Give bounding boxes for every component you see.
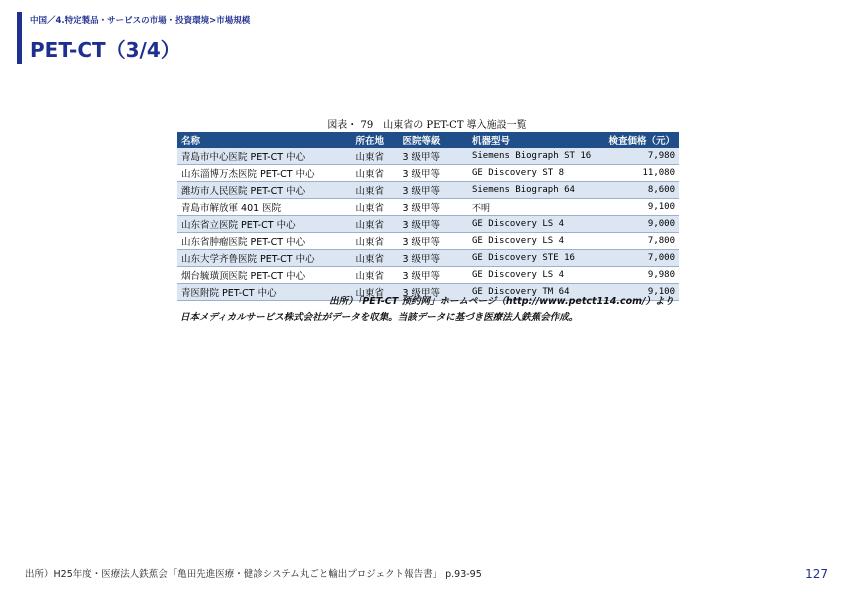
figure-source-note xyxy=(180,294,674,326)
cell-model: GE Discovery LS 4 xyxy=(468,216,601,233)
column-header-location: 所在地 xyxy=(352,132,399,148)
table-body xyxy=(177,148,679,301)
table-row xyxy=(177,199,679,216)
cell-price: 7,000 xyxy=(601,250,679,267)
cell-price: 7,980 xyxy=(601,148,679,165)
title-accent-bar xyxy=(17,12,22,64)
column-header-name: 名称 xyxy=(177,132,352,148)
cell-location: 山東省 xyxy=(352,199,399,216)
cell-grade: 3 级甲等 xyxy=(398,250,468,267)
column-header-hospital-grade: 医院等級 xyxy=(398,132,468,148)
table-row xyxy=(177,148,679,165)
cell-model: GE Discovery ST 8 xyxy=(468,165,601,182)
breadcrumb: 中国／4.特定製品・サービスの市場・投資環境>市場規模 xyxy=(30,16,251,26)
facility-table xyxy=(177,132,679,301)
cell-location: 山東省 xyxy=(352,233,399,250)
cell-model: GE Discovery TM 64 xyxy=(468,284,601,301)
table-row xyxy=(177,216,679,233)
cell-price: 8,600 xyxy=(601,182,679,199)
table-row xyxy=(177,165,679,182)
cell-location: 山東省 xyxy=(352,148,399,165)
cell-name: 青島市解放軍 401 医院 xyxy=(177,199,352,216)
table-header-row xyxy=(177,132,679,148)
cell-name: 山东省肿瘤医院 PET-CT 中心 xyxy=(177,233,352,250)
cell-grade: 3 级甲等 xyxy=(398,182,468,199)
cell-model: GE Discovery LS 4 xyxy=(468,267,601,284)
cell-grade: 3 级甲等 xyxy=(398,233,468,250)
cell-price: 9,100 xyxy=(601,284,679,301)
footer-source: 出所）H25年度・医療法人鉄蕉会「亀田先進医療・健診システム丸ごと輸出プロジェクト報告書」 p.93-95 xyxy=(25,569,482,580)
table-row xyxy=(177,182,679,199)
cell-grade: 3 级甲等 xyxy=(398,199,468,216)
column-header-exam-price: 検査価格（元） xyxy=(601,132,679,148)
cell-location: 山東省 xyxy=(352,250,399,267)
cell-name: 山东淄博万杰医院 PET-CT 中心 xyxy=(177,165,352,182)
table-row xyxy=(177,250,679,267)
cell-model: GE Discovery STE 16 xyxy=(468,250,601,267)
cell-model: GE Discovery LS 4 xyxy=(468,233,601,250)
cell-name: 山东大学齐鲁医院 PET-CT 中心 xyxy=(177,250,352,267)
table-row xyxy=(177,267,679,284)
cell-name: 潍坊市人民医院 PET-CT 中心 xyxy=(177,182,352,199)
cell-name: 山东省立医院 PET-CT 中心 xyxy=(177,216,352,233)
cell-price: 9,100 xyxy=(601,199,679,216)
page-title: PET-CT（3/4） xyxy=(30,38,181,62)
figure-source-line-2: 日本メディカルサービス株式会社がデータを収集。当該データに基づき医療法人鉄蕉会作成。 xyxy=(180,312,579,323)
figure-source-line-1: 出所）「PET-CT 预约网」ホームページ（http://www.petct114.com/）より xyxy=(329,296,674,307)
cell-price: 7,800 xyxy=(601,233,679,250)
cell-price: 9,980 xyxy=(601,267,679,284)
page-number: 127 xyxy=(805,567,828,581)
cell-price: 11,080 xyxy=(601,165,679,182)
cell-grade: 3 级甲等 xyxy=(398,148,468,165)
cell-model: 不明 xyxy=(468,199,601,216)
cell-name: 青島市中心医院 PET-CT 中心 xyxy=(177,148,352,165)
table-row xyxy=(177,233,679,250)
cell-grade: 3 级甲等 xyxy=(398,165,468,182)
cell-grade: 3 级甲等 xyxy=(398,284,468,301)
cell-location: 山東省 xyxy=(352,284,399,301)
cell-location: 山東省 xyxy=(352,165,399,182)
cell-location: 山東省 xyxy=(352,182,399,199)
cell-name: 青医附院 PET-CT 中心 xyxy=(177,284,352,301)
cell-grade: 3 级甲等 xyxy=(398,216,468,233)
cell-grade: 3 级甲等 xyxy=(398,267,468,284)
column-header-device-model: 机器型号 xyxy=(468,132,601,148)
cell-model: Siemens Biograph ST 16 xyxy=(468,148,601,165)
cell-location: 山東省 xyxy=(352,216,399,233)
cell-model: Siemens Biograph 64 xyxy=(468,182,601,199)
figure-caption: 図表・ 79 山東省の PET-CT 導入施設一覧 xyxy=(327,120,527,131)
cell-price: 9,000 xyxy=(601,216,679,233)
cell-location: 山東省 xyxy=(352,267,399,284)
cell-name: 烟台毓璜顶医院 PET-CT 中心 xyxy=(177,267,352,284)
